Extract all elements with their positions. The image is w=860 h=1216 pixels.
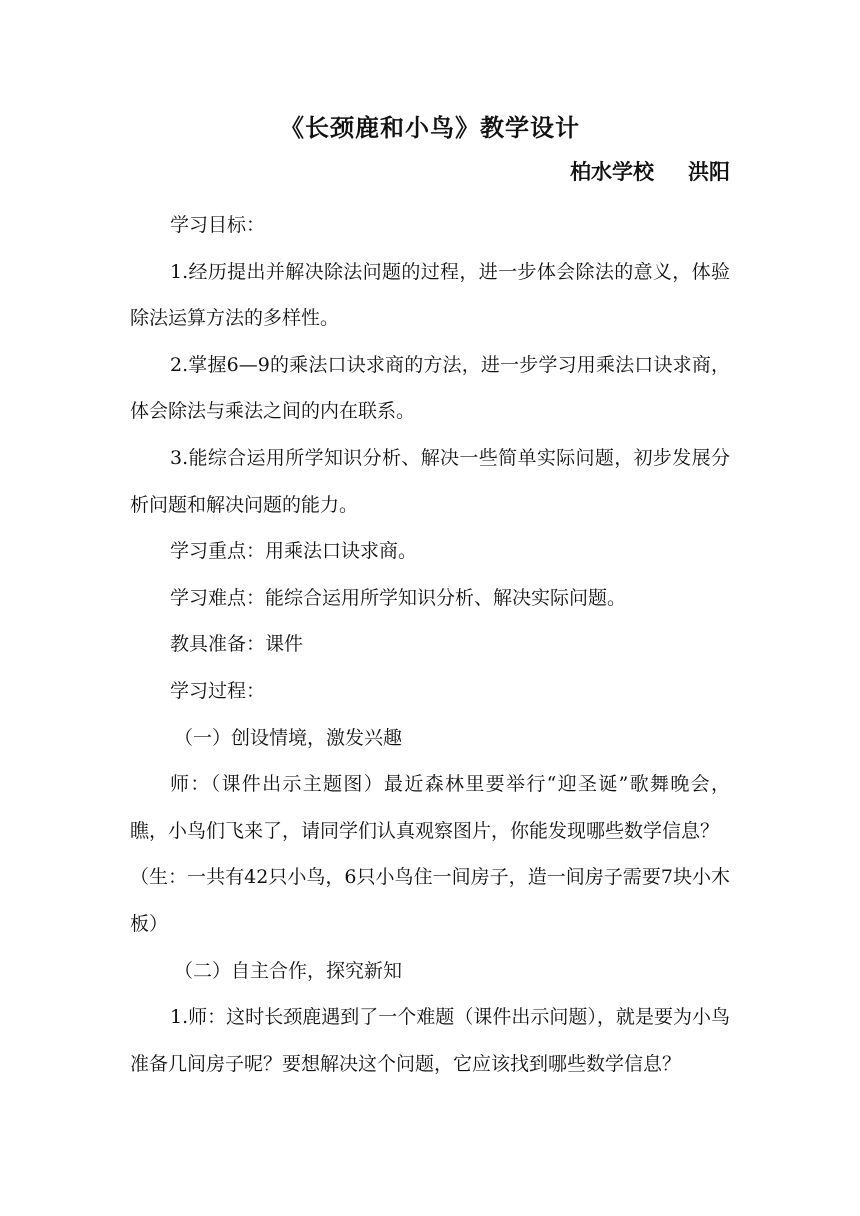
- paragraph-materials: 教具准备：课件: [170, 633, 304, 656]
- paragraph-key-point: 学习重点：用乘法口诀求商。: [170, 540, 418, 563]
- paragraph-objective-1: 1.经历提出并解决除法问题的过程，进一步体会除法的意义，体验除法运算方法的多样性。: [130, 260, 730, 330]
- section-heading-1: （一）创设情境，激发兴趣: [174, 726, 403, 749]
- author-line: [570, 156, 730, 186]
- paragraph-student-1: （生：一共有42只小鸟，6只小鸟住一间房子，造一间房子需要7块小木板）: [130, 866, 730, 935]
- paragraph-objective-2: 2.掌握6—9的乘法口诀求商的方法，进一步学习用乘法口诀求商，体会除法与乘法之间的内在联系。: [130, 353, 730, 423]
- document-title: 《长颈鹿和小鸟》教学设计: [280, 114, 580, 142]
- author-name: 洪阳: [688, 160, 730, 184]
- section-heading-2: （二）自主合作，探究新知: [174, 959, 403, 982]
- document-body: [130, 202, 730, 1087]
- paragraph-objective-3: 3.能综合运用所学知识分析、解决一些简单实际问题，初步发展分析问题和解决问题的能力。: [130, 446, 730, 516]
- paragraph-difficulty: 学习难点：能综合运用所学知识分析、解决实际问题。: [170, 586, 627, 609]
- paragraph-teacher-2: 1.师：这时长颈鹿遇到了一个难题（课件出示问题），就是要为小鸟准备几间房子呢？要想解决这个问题，它应该找到哪些数学信息？: [130, 1006, 730, 1075]
- paragraph-objectives-heading: 学习目标：: [170, 214, 266, 236]
- paragraph-process-heading: 学习过程：: [170, 679, 266, 702]
- paragraph-teacher-1: 师：（课件出示主题图）最近森林里要举行“迎圣诞”歌舞晚会，瞧，小鸟们飞来了，请同学们认真观察图片，你能发现哪些数学信息？: [130, 773, 730, 842]
- author-school: 柏水学校: [570, 160, 654, 184]
